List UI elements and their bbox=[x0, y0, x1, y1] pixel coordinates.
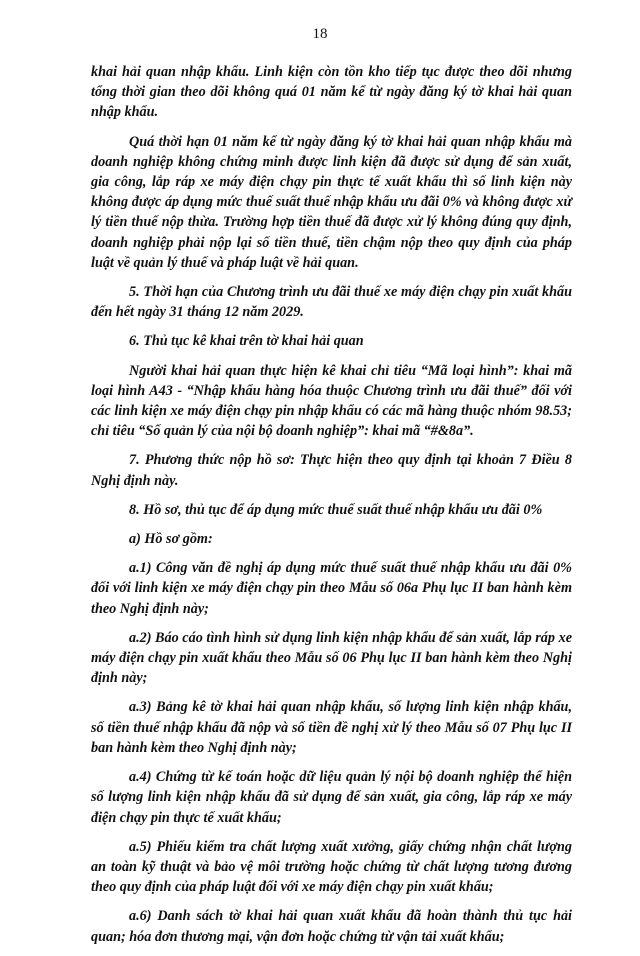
paragraph-continuation: khai hải quan nhập khẩu. Linh kiện còn tồn kho tiếp tục được theo dõi nhưng tổng thời gian theo dõi không quá 01 năm kể từ ngày đăng ký tờ khai hải quan nhập khẩu. bbox=[91, 64, 572, 121]
paragraph-item-a1: a.1) Công văn đề nghị áp dụng mức thuế suất thuế nhập khẩu ưu đãi 0% đối với linh kiện xe máy điện chạy pin theo Mẫu số 06a Phụ lục II ban hành kèm theo Nghị định này; bbox=[91, 560, 572, 617]
paragraph-item-5: 5. Thời hạn của Chương trình ưu đãi thuế xe máy điện chạy pin xuất khẩu đến hết ngày 31 tháng 12 năm 2029. bbox=[91, 284, 572, 321]
paragraph-item-7: 7. Phương thức nộp hồ sơ: Thực hiện theo quy định tại khoản 7 Điều 8 Nghị định này. bbox=[91, 452, 572, 489]
paragraph-item-a2: a.2) Báo cáo tình hình sử dụng linh kiện nhập khẩu để sản xuất, lắp ráp xe máy điện chạy pin xuất khẩu theo Mẫu số 06 Phụ lục II ban hành kèm theo Nghị định này; bbox=[91, 629, 572, 687]
page-number: 18 bbox=[312, 26, 328, 42]
paragraph-deadline-expiry: Quá thời hạn 01 năm kể từ ngày đăng ký tờ khai hải quan nhập khẩu mà doanh nghiệp không chứng minh được linh kiện đã được sử dụng để sản xuất, gia công, lắp ráp xe máy điện chạy pin thực tế xuất khẩu thì số linh kiện này không được áp dụng mức thuế suất thuế nhập khẩu ưu đãi 0% và không được xử lý tiền thuế nộp thừa. Trường hợp tiền thuế đã được xử lý không đúng quy định, doanh nghiệp phải nộp lại số tiền thuế, tiền chậm nộp theo quy định của pháp luật về quản lý thuế và pháp luật về hải quan. bbox=[91, 133, 572, 271]
paragraph-item-a4: a.4) Chứng từ kế toán hoặc dữ liệu quản lý nội bộ doanh nghiệp thể hiện số lượng linh kiện nhập khẩu đã sử dụng để sản xuất, gia công, lắp ráp xe máy điện chạy pin thực tế xuất khẩu; bbox=[91, 769, 572, 826]
paragraph-item-a5: a.5) Phiếu kiểm tra chất lượng xuất xưởng, giấy chứng nhận chất lượng an toàn kỹ thuật và bảo vệ môi trường hoặc chứng từ chất lượng tương đương theo quy định của pháp luật đối với xe máy điện chạy pin xuất khẩu; bbox=[91, 838, 572, 896]
paragraph-item-6-heading: 6. Thủ tục kê khai trên tờ khai hải quan bbox=[129, 333, 364, 350]
paragraph-item-8a: a) Hồ sơ gồm: bbox=[129, 531, 213, 548]
paragraph-item-6-body: Người khai hải quan thực hiện kê khai chỉ tiêu “Mã loại hình”: khai mã loại hình A43 - “Nhập khẩu hàng hóa thuộc Chương trình ưu đãi thuế” đối với các linh kiện xe máy điện chạy pin nhập khẩu có các mã hàng thuộc nhóm 98.53; chỉ tiêu “Số quản lý của nội bộ doanh nghiệp”: khai mã “#&8a”. bbox=[91, 362, 572, 440]
paragraph-item-a6: a.6) Danh sách tờ khai hải quan xuất khẩu đã hoàn thành thủ tục hải quan; hóa đơn thương mại, vận đơn hoặc chứng từ vận tải xuất khẩu; bbox=[91, 908, 572, 945]
paragraph-item-8-heading: 8. Hồ sơ, thủ tục để áp dụng mức thuế suất thuế nhập khẩu ưu đãi 0% bbox=[129, 501, 543, 518]
paragraph-item-a3: a.3) Bảng kê tờ khai hải quan nhập khẩu, số lượng linh kiện nhập khẩu, số tiền thuế nhập khẩu đã nộp và số tiền đề nghị xử lý theo Mẫu số 07 Phụ lục II ban hành kèm theo Nghị định này; bbox=[91, 699, 572, 756]
document-body bbox=[91, 62, 572, 956]
